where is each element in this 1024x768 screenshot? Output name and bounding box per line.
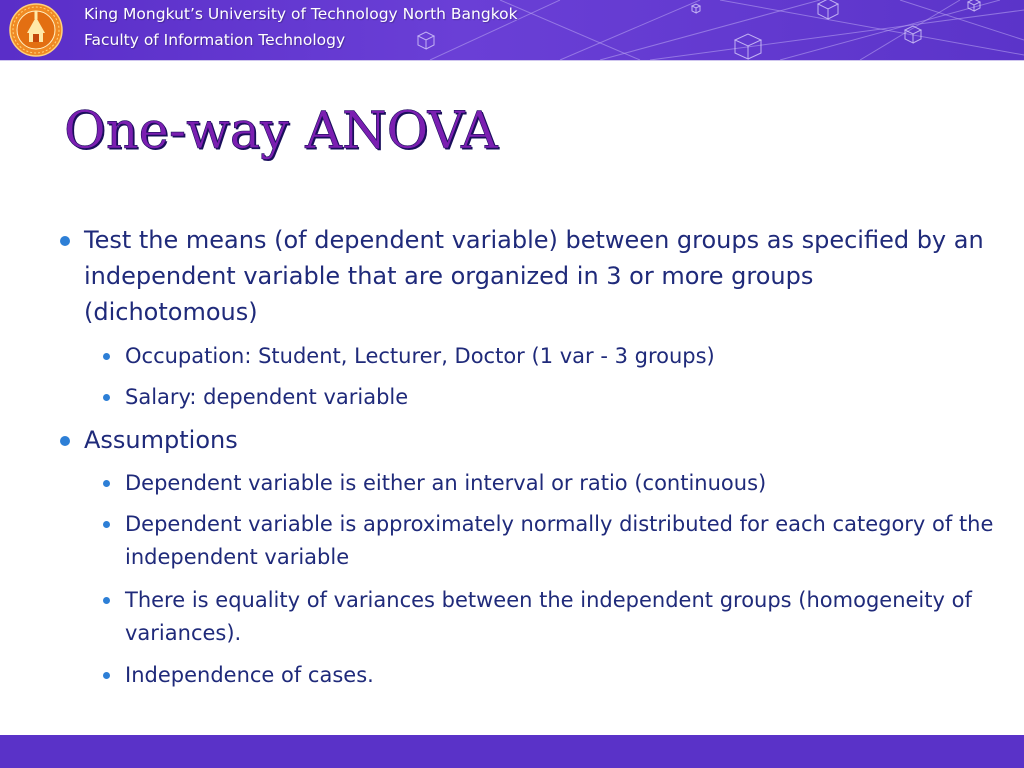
sub-bullet-text: There is equality of variances between the independent groups (homogeneity of variances). (125, 588, 972, 645)
bullet-marker (60, 436, 70, 446)
sub-bullet-marker (103, 394, 110, 401)
bullet-marker (60, 236, 70, 246)
slide-title: One-way ANOVA (64, 102, 498, 161)
institution-name: King Mongkut’s University of Technology North Bangkok (84, 5, 518, 23)
sub-bullet-text: Salary: dependent variable (125, 385, 409, 409)
faculty-name: Faculty of Information Technology (84, 31, 346, 49)
sub-bullet-marker (103, 521, 110, 528)
sub-bullet-marker (103, 353, 110, 360)
sub-bullet-marker (103, 672, 110, 679)
sub-bullet-text: Dependent variable is approximately normally distributed for each category of the independent variable (125, 512, 994, 569)
sub-bullet-text: Independence of cases. (125, 663, 374, 687)
sub-bullet-marker (103, 480, 110, 487)
sub-bullet-text: Dependent variable is either an interval or ratio (continuous) (125, 471, 767, 495)
bullet-text: Assumptions (84, 426, 238, 454)
footer-bar (0, 735, 1024, 768)
sub-bullet-text: Occupation: Student, Lecturer, Doctor (1 var - 3 groups) (125, 344, 715, 368)
sub-bullet-marker (103, 597, 110, 604)
bullet-text: Test the means (of dependent variable) between groups as specified by an independent variable that are organized in 3 or more groups (dichotomous) (84, 226, 984, 326)
